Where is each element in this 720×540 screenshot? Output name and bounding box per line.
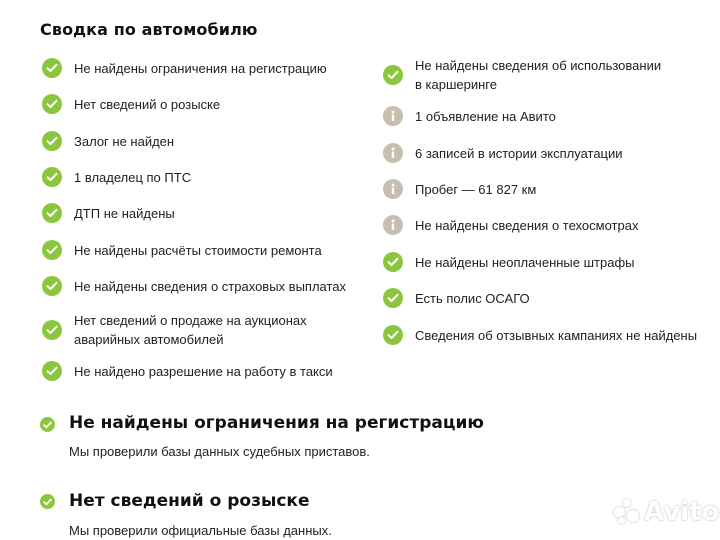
item-label: 1 объявление на Авито [415, 108, 556, 124]
item-label: Не найдены сведения о страховых выплатах [74, 278, 347, 294]
summary-item-registration [42, 58, 327, 78]
item-label: Не найдены ограничения на регистрацию [74, 60, 327, 76]
check-icon [42, 167, 62, 187]
item-label: Есть полис ОСАГО [415, 290, 530, 306]
check-icon [383, 325, 403, 345]
check-icon [42, 131, 62, 151]
item-label: Сведения об отзывных кампаниях не найдены [415, 327, 698, 343]
info-icon [383, 215, 403, 235]
summary-item-osago [383, 288, 530, 308]
summary-item-repair [42, 240, 322, 260]
summary-item-auctions [42, 311, 307, 349]
check-icon [383, 65, 403, 85]
summary-title: Сводка по автомобилю [40, 20, 258, 39]
section-title-wanted: Нет сведений о розыске [69, 491, 310, 511]
section-desc-registration: Мы проверили базы данных судебных приставов. [69, 444, 370, 459]
item-label: Нет сведений о розыске [74, 96, 221, 112]
section-desc-wanted: Мы проверили официальные базы данных. [69, 523, 332, 538]
summary-item-inspections [383, 215, 638, 235]
check-icon [42, 203, 62, 223]
item-label: Не найдены неоплаченные штрафы [415, 254, 635, 270]
summary-item-fines [383, 252, 635, 272]
item-label: Залог не найден [74, 133, 175, 149]
summary-item-accidents [42, 203, 175, 223]
item-label: Не найдено разрешение на работу в такси [74, 363, 333, 379]
avito-logo-icon [612, 497, 642, 527]
check-icon [383, 252, 403, 272]
avito-watermark [612, 497, 719, 527]
item-label: Не найдены сведения о техосмотрах [415, 217, 639, 233]
summary-item-taxi [42, 361, 333, 381]
check-icon [40, 494, 55, 509]
summary-item-wanted [42, 94, 220, 114]
item-label-line2: в каршеринге [415, 77, 497, 92]
item-label [74, 311, 307, 349]
summary-item-owners [42, 167, 191, 187]
check-icon [40, 417, 55, 432]
summary-item-carsharing [383, 56, 661, 94]
item-label: Пробег — 61 827 км [415, 181, 537, 197]
item-label: Не найдены расчёты стоимости ремонта [74, 242, 322, 258]
info-icon [383, 143, 403, 163]
check-icon [42, 361, 62, 381]
summary-item-pledge [42, 131, 174, 151]
avito-watermark-text: Avito [644, 497, 720, 527]
summary-item-mileage [383, 179, 536, 199]
check-icon [42, 94, 62, 114]
item-label: 6 записей в истории эксплуатации [415, 145, 623, 161]
check-icon [383, 288, 403, 308]
info-icon [383, 106, 403, 126]
item-label: ДТП не найдены [74, 205, 175, 221]
summary-item-insurance-payouts [42, 276, 346, 296]
check-icon [42, 276, 62, 296]
item-label-line1: Не найдены сведения об использовании [415, 58, 662, 73]
check-icon [42, 320, 62, 340]
summary-item-recalls [383, 325, 697, 345]
item-label: 1 владелец по ПТС [74, 169, 192, 185]
check-icon [42, 240, 62, 260]
item-label [415, 56, 661, 94]
summary-item-avito-ads [383, 106, 556, 126]
section-title-registration: Не найдены ограничения на регистрацию [69, 413, 484, 433]
check-icon [42, 58, 62, 78]
item-label-line1: Нет сведений о продаже на аукционах [74, 313, 307, 328]
info-icon [383, 179, 403, 199]
item-label-line2: аварийных автомобилей [74, 332, 224, 347]
summary-item-history [383, 143, 623, 163]
